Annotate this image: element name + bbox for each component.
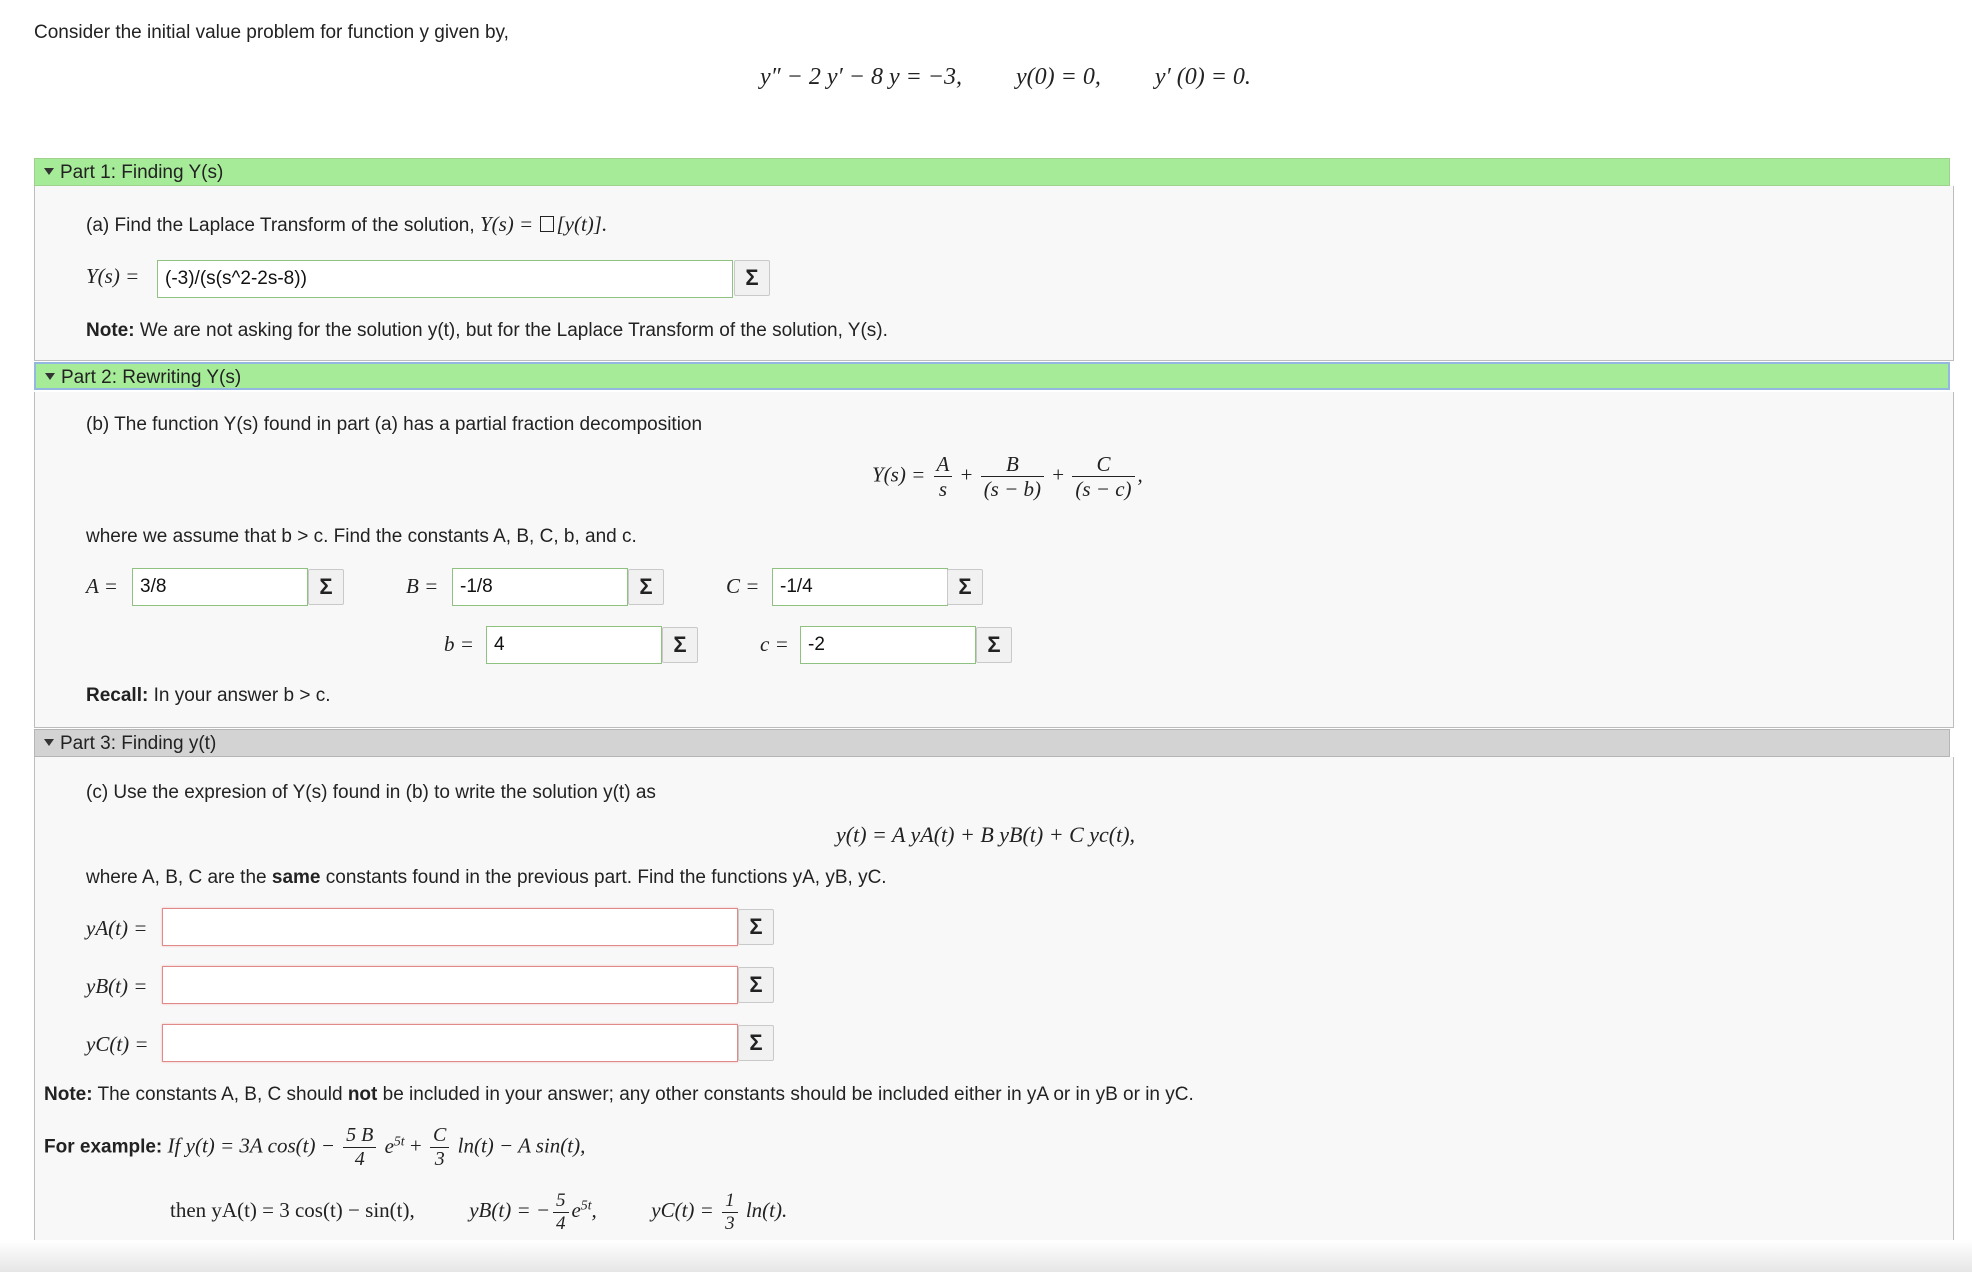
yB-label: yB(t) = — [86, 974, 148, 998]
part1-prompt — [86, 212, 607, 237]
then-yB-frac — [553, 1190, 569, 1235]
partial-fraction-formula — [872, 452, 1143, 501]
part3-prompt: (c) Use the expresion of Y(s) found in (b) to write the solution y(t) as — [86, 782, 656, 803]
then-yC: yC(t) = — [651, 1198, 714, 1223]
part2-prompt: (b) The function Y(s) found in part (a) has a partial fraction decomposition — [86, 414, 703, 435]
laplace-symbol-icon — [540, 216, 554, 232]
part3-note — [44, 1084, 1194, 1106]
solution-formula: y(t) = A yA(t) + B yB(t) + C yc(t), — [836, 822, 1136, 847]
ode-equation — [760, 64, 1251, 91]
equation-editor-button[interactable]: Σ — [734, 260, 770, 296]
c-input[interactable]: -2 — [800, 626, 976, 664]
part2-assumption: where we assume that b > c. Find the constants A, B, C, b, and c. — [86, 526, 637, 547]
then-yB-e: e — [571, 1198, 581, 1223]
B-label: B = — [406, 574, 439, 598]
where-pre: where A, B, C are the — [86, 867, 267, 888]
yC-label: yC(t) = — [86, 1032, 149, 1056]
part1-prompt-text: (a) Find the Laplace Transform of the solution, — [86, 215, 475, 236]
Ys-label: Y(s) = — [86, 264, 140, 288]
then-yB-num: 5 — [553, 1190, 569, 1213]
then-line — [170, 1190, 787, 1235]
initial-condition-1: y(0) = 0, — [1015, 64, 1101, 90]
part1-header[interactable] — [34, 158, 1950, 186]
then-yC-den: 3 — [725, 1212, 735, 1234]
problem-intro: Consider the initial value problem for function y given by, — [34, 22, 509, 43]
part1-prompt-math: Y(s) = — [479, 212, 539, 236]
C-input[interactable]: -1/4 — [772, 568, 948, 606]
part1-note-label: Note: — [86, 320, 135, 341]
then-yB: yB(t) = − — [469, 1198, 551, 1223]
A-input[interactable]: 3/8 — [132, 568, 308, 606]
part3-where — [86, 867, 887, 889]
part1-note — [86, 320, 888, 342]
recall-label: Recall: — [86, 685, 149, 706]
collapse-triangle-icon — [45, 373, 55, 380]
yA-label: yA(t) = — [86, 916, 148, 940]
then-yC-frac — [722, 1190, 738, 1235]
collapse-triangle-icon — [44, 739, 54, 746]
A-label: A = — [86, 574, 118, 598]
then-yB-den: 4 — [556, 1212, 566, 1234]
part3-note-not: not — [347, 1084, 378, 1105]
equation-editor-button[interactable]: Σ — [662, 627, 698, 663]
then-yB-sup: 5t — [580, 1197, 592, 1213]
ex-exp — [385, 1134, 405, 1158]
ode-text: y″ − 2 y′ − 8 y = −3, — [760, 64, 962, 90]
recall-text: In your answer b > c. — [153, 685, 331, 706]
frac-A-num: A — [934, 452, 953, 477]
part2-header[interactable] — [34, 362, 1950, 390]
part3-note-post: be included in your answer; any other constants should be included either in yA or in yB or in yC. — [382, 1084, 1194, 1105]
equation-editor-button[interactable]: Σ — [628, 569, 664, 605]
ex-frac1-num: 5 B — [343, 1124, 376, 1148]
plus-1: + — [960, 462, 973, 487]
frac-B-num: B — [981, 452, 1044, 477]
equation-editor-button[interactable]: Σ — [947, 569, 983, 605]
ex-sup: 5t — [393, 1133, 405, 1149]
part3-header[interactable] — [34, 729, 1950, 757]
decomp-lhs: Y(s) = — [872, 462, 926, 487]
example-frac1 — [343, 1124, 376, 1171]
part3-note-label: Note: — [44, 1084, 93, 1105]
decomp-comma: , — [1137, 462, 1143, 487]
b-input[interactable]: 4 — [486, 626, 662, 664]
part3-note-pre: The constants A, B, C should — [97, 1084, 343, 1105]
frac-B-den: (s − b) — [983, 477, 1042, 502]
then-yA: then yA(t) = 3 cos(t) − sin(t), — [170, 1198, 415, 1223]
then-yC-tail: ln(t). — [745, 1198, 788, 1223]
window-bottom-edge — [0, 1240, 1972, 1272]
example-label: For example: — [44, 1136, 163, 1158]
C-label: C = — [726, 574, 760, 598]
initial-condition-2: y′ (0) = 0. — [1154, 64, 1251, 90]
example-if: If y(t) = 3A cos(t) − — [167, 1133, 335, 1158]
decomp-frac-C — [1072, 452, 1134, 501]
part2-title: Part 2: Rewriting Y(s) — [61, 367, 242, 388]
yC-input[interactable] — [162, 1024, 738, 1062]
part3-title: Part 3: Finding y(t) — [60, 733, 217, 754]
ex-tail: ln(t) − A sin(t), — [457, 1133, 586, 1158]
collapse-triangle-icon — [44, 168, 54, 175]
equation-editor-button[interactable]: Σ — [976, 627, 1012, 663]
where-post: constants found in the previous part. Find the functions yA, yB, yC. — [325, 867, 887, 888]
part1-title: Part 1: Finding Y(s) — [60, 162, 224, 183]
example-frac2 — [430, 1124, 449, 1171]
part2-recall — [86, 685, 331, 707]
equation-editor-button[interactable]: Σ — [738, 967, 774, 1003]
frac-A-den: s — [938, 477, 948, 502]
b-label: b = — [444, 632, 474, 656]
yB-input[interactable] — [162, 966, 738, 1004]
part1-note-text: We are not asking for the solution y(t), but for the Laplace Transform of the solution, Y(s). — [139, 320, 888, 341]
part1-prompt-math2: [y(t)]. — [556, 212, 608, 236]
ex-e: e — [384, 1133, 394, 1158]
equation-editor-button[interactable]: Σ — [738, 909, 774, 945]
yA-input[interactable] — [162, 908, 738, 946]
plus-2: + — [1052, 462, 1065, 487]
Ys-input[interactable]: (-3)/(s(s^2-2s-8)) — [157, 260, 733, 298]
c-label: c = — [760, 632, 789, 656]
example-line — [44, 1124, 585, 1171]
frac-C-num: C — [1072, 452, 1134, 477]
equation-editor-button[interactable]: Σ — [738, 1025, 774, 1061]
equation-editor-button[interactable]: Σ — [308, 569, 344, 605]
ex-plus: + — [409, 1133, 422, 1158]
frac-C-den: (s − c) — [1075, 477, 1132, 502]
part2-panel — [34, 392, 1954, 728]
then-yB-comma: , — [591, 1198, 597, 1223]
ex-frac2-den: 3 — [434, 1148, 445, 1170]
decomp-frac-B — [981, 452, 1044, 501]
then-yC-num: 1 — [722, 1190, 738, 1213]
ex-frac2-num: C — [430, 1124, 449, 1148]
where-bold: same — [271, 867, 321, 888]
decomp-frac-A — [934, 452, 953, 501]
B-input[interactable]: -1/8 — [452, 568, 628, 606]
ex-frac1-den: 4 — [354, 1148, 365, 1170]
